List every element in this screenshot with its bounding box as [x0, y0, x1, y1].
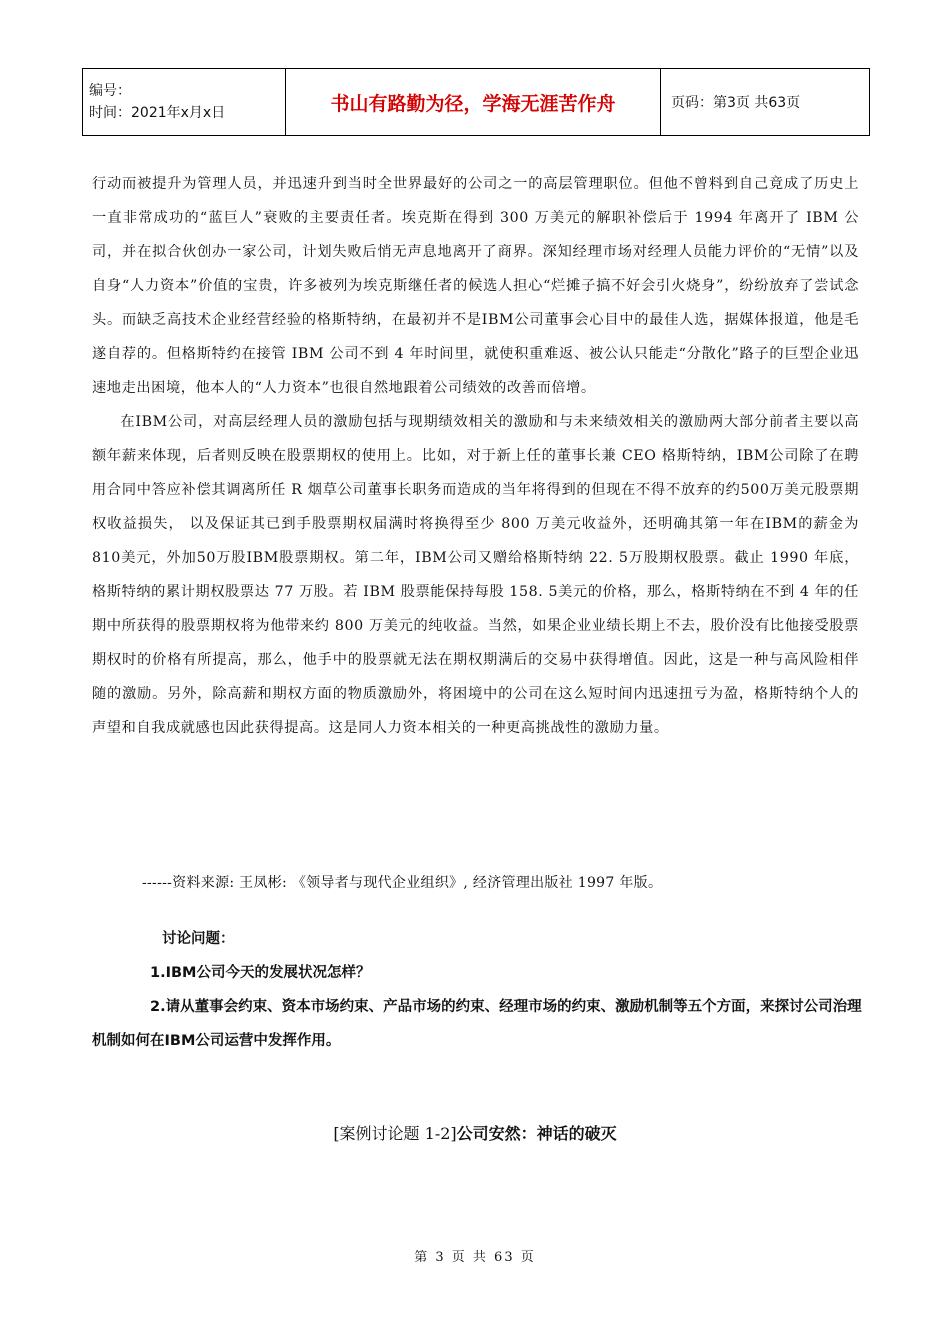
- header-meta: [83, 69, 286, 136]
- page-header: [82, 68, 870, 136]
- discussion-question-1: 1.IBM公司今天的发展状况怎样？: [150, 965, 371, 981]
- document-time-label: 时间：2021年x月x日: [89, 105, 226, 121]
- document-number-label: 编号：: [89, 83, 131, 99]
- case-heading-title: 公司安然：神话的破灭: [456, 1124, 617, 1143]
- page-footer: 第 3 页 共 63 页: [414, 1250, 536, 1265]
- source-citation: ------资料来源: 王凤彬: 《领导者与现代企业组织》, 经济管理出版社 1997 年版。: [142, 875, 663, 891]
- header-page-number: 页码：第3页 共63页: [661, 69, 870, 136]
- article-body: [92, 167, 859, 745]
- discussion-question-2: 2.请从董事会约束、资本市场约束、产品市场的约束、经理市场的约束、激励机制等五个方面，来探讨公司治理机制如何在IBM公司运营中发挥作用。: [92, 999, 862, 1049]
- paragraph-1: 行动而被提升为管理人员，并迅速升到当时全世界最好的公司之一的高层管理职位。但他不曾料到自己竟成了历史上一直非常成功的“蓝巨人”衰败的主要责任者。埃克斯在得到 300 万美元的解职补偿后于 1994 年离开了 IBM 公司，并在拟合伙创办一家公司，计划失败后悄无声息地离开了商界。深知经理市场对经理人员能力评价的“无情”以及自身“人力资本”价值的宝贵，许多被列为埃克斯继任者的候选人担心“烂摊子搞不好会引火烧身”，纷纷放弃了尝试念头。而缺乏高技术企业经营经验的格斯特纳，在最初并不是IBM公司董事会心目中的最佳人选，据媒体报道，他是毛遂自荐的。但格斯特约在接管 IBM 公司不到 4 年时间里，就使积重难返、被公认只能走“分散化”路子的巨型企业迅速地走出困境，他本人的“人力资本”也很自然地跟着公司绩效的改善而倍增。: [92, 176, 859, 396]
- discussion-section: [92, 922, 862, 1058]
- case-heading: [0, 1121, 950, 1144]
- discussion-title: 讨论问题：: [162, 931, 235, 947]
- paragraph-2: 在IBM公司，对高层经理人员的激励包括与现期绩效相关的激励和与未来绩效相关的激励两大部分前者主要以高额年薪来体现，后者则反映在股票期权的使用上。比如，对于新上任的董事长兼 CEO 格斯特纳，IBM公司除了在聘用合同中答应补偿其调离所任 R 烟草公司董事长职务而造成的当年将得到的但现在不得不放弃的约500万美元股票期权收益损失， 以及保证其已到手股票期权届满时将换得至少 800 万美元收益外，还明确其第一年在IBM的薪金为810美元，外加50万股IBM股票期权。第二年，IBM公司又赠给格斯特纳 22. 5万股期权股票。截止 1990 年底，格斯特纳的累计期权股票达 77 万股。若 IBM 股票能保持每股 158. 5美元的价格，那么，格斯特纳在不到 4 年的任期中所获得的股票期权将为他带来约 800 万美元的纯收益。当然，如果企业业绩长期上不去，股价没有比他接受股票期权时的价格有所提高，那么，他手中的股票就无法在期权期满后的交易中获得增值。因此，这是一种与高风险相伴随的激励。另外，除高薪和期权方面的物质激励外，将困境中的公司在这么短时间内迅速扭亏为盈，格斯特纳个人的声望和自我成就感也因此获得提高。这是同人力资本相关的一种更高挑战性的激励力量。: [92, 414, 859, 736]
- header-motto: 书山有路勤为径，学海无涯苦作舟: [286, 69, 661, 136]
- case-heading-prefix: [案例讨论题 1-2]: [333, 1124, 457, 1143]
